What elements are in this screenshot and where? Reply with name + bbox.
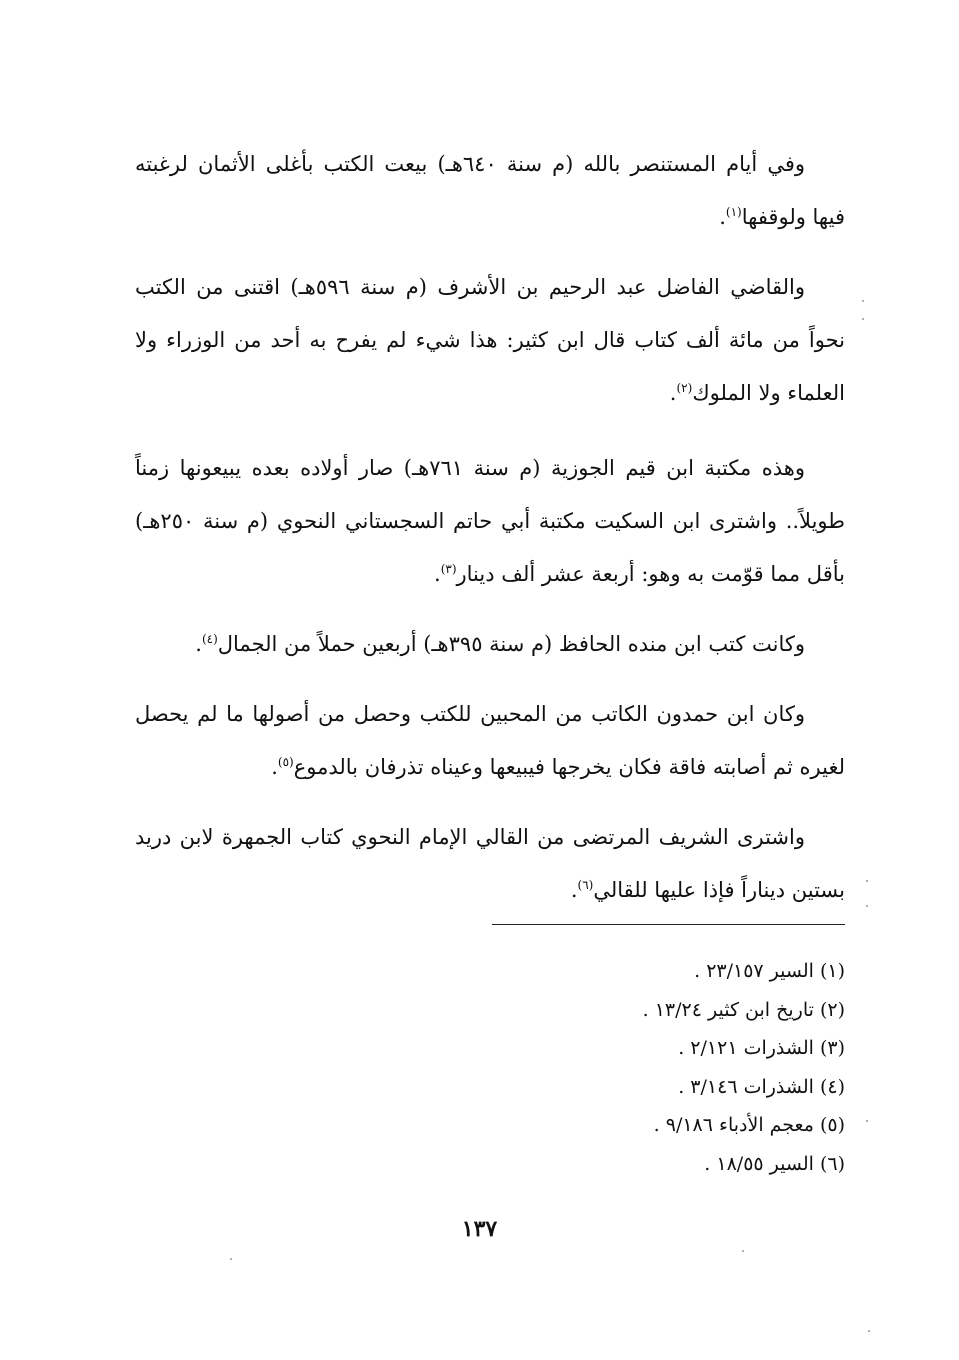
scan-speck [862, 300, 864, 302]
footnote-ref: (٤) [201, 632, 218, 646]
scan-speck [866, 905, 868, 907]
main-text [135, 138, 845, 934]
footnote-ref: (٢) [676, 381, 693, 395]
footnote-ref: (٥) [277, 755, 294, 769]
page-number: ١٣٧ [461, 1216, 498, 1242]
paragraph: والقاضي الفاضل عبد الرحيم بن الأشرف (م سنة ٥٩٦هـ) اقتنى من الكتب نحواً من مائة ألف كتاب قال ابن كثير: هذا شيء لم يفرح به أحد من الوزراء ولا العلماء ولا الملوك$^{(٢)}$. [135, 275, 845, 405]
scan-speck [230, 1258, 232, 1260]
footnote-ref: (١) [725, 205, 742, 219]
paragraph: وكان ابن حمدون الكاتب من المحبين للكتب وحصل من أصولها ما لم يحصل لغيره ثم أصابته فاقة فكان يخرجها فيبيعها وعيناه تذرفان بالدموع$^{(٥)}$. [135, 702, 845, 779]
footnote-divider [492, 924, 845, 925]
footnotes [135, 952, 845, 1183]
paragraph: وكانت كتب ابن منده الحافظ (م سنة ٣٩٥هـ) أربعين حملاً من الجمال$^{(٤)}$. [195, 632, 805, 656]
footnote-item: (٥) معجم الأدباء ٩/١٨٦ . [653, 1114, 845, 1136]
scan-speck [868, 1330, 870, 1332]
footnote-ref: (٦) [577, 878, 594, 892]
footnote-item: (١) السير ٢٣/١٥٧ . [694, 960, 845, 982]
scan-speck [866, 880, 868, 882]
paragraph: وهذه مكتبة ابن قيم الجوزية (م سنة ٧٦١هـ) صار أولاده بعده يبيعونها زمناً طويلاً.. واشترى ابن السكيت مكتبة أبي حاتم السجستاني النحوي (م سنة ٢٥٠هـ) بأقل مما قوّمت به وهو: أربعة عشر ألف دينار$^{(٣)}$. [135, 456, 845, 586]
footnote-item: (٤) الشذرات ٣/١٤٦ . [678, 1075, 845, 1098]
paragraph: وفي أيام المستنصر بالله (م سنة ٦٤٠هـ) بيعت الكتب بأغلى الأثمان لرغبته فيها ولوقفها$^{(١)}$. [135, 152, 845, 229]
footnote-item: (٣) الشذرات ٢/١٢١ . [678, 1037, 845, 1059]
footnote-item: (٦) السير ١٨/٥٥ . [704, 1152, 845, 1175]
footnote-item: (٢) تاريخ ابن كثير ١٣/٢٤ . [642, 998, 845, 1021]
footnote-ref: (٣) [440, 562, 457, 576]
scan-speck [866, 1120, 868, 1122]
scan-speck [862, 318, 864, 320]
paragraph: واشترى الشريف المرتضى من القالي الإمام النحوي كتاب الجمهرة لابن دريد بستين ديناراً فإذا عليها للقالي$^{(٦)}$. [135, 825, 845, 902]
scan-speck [742, 1250, 744, 1252]
